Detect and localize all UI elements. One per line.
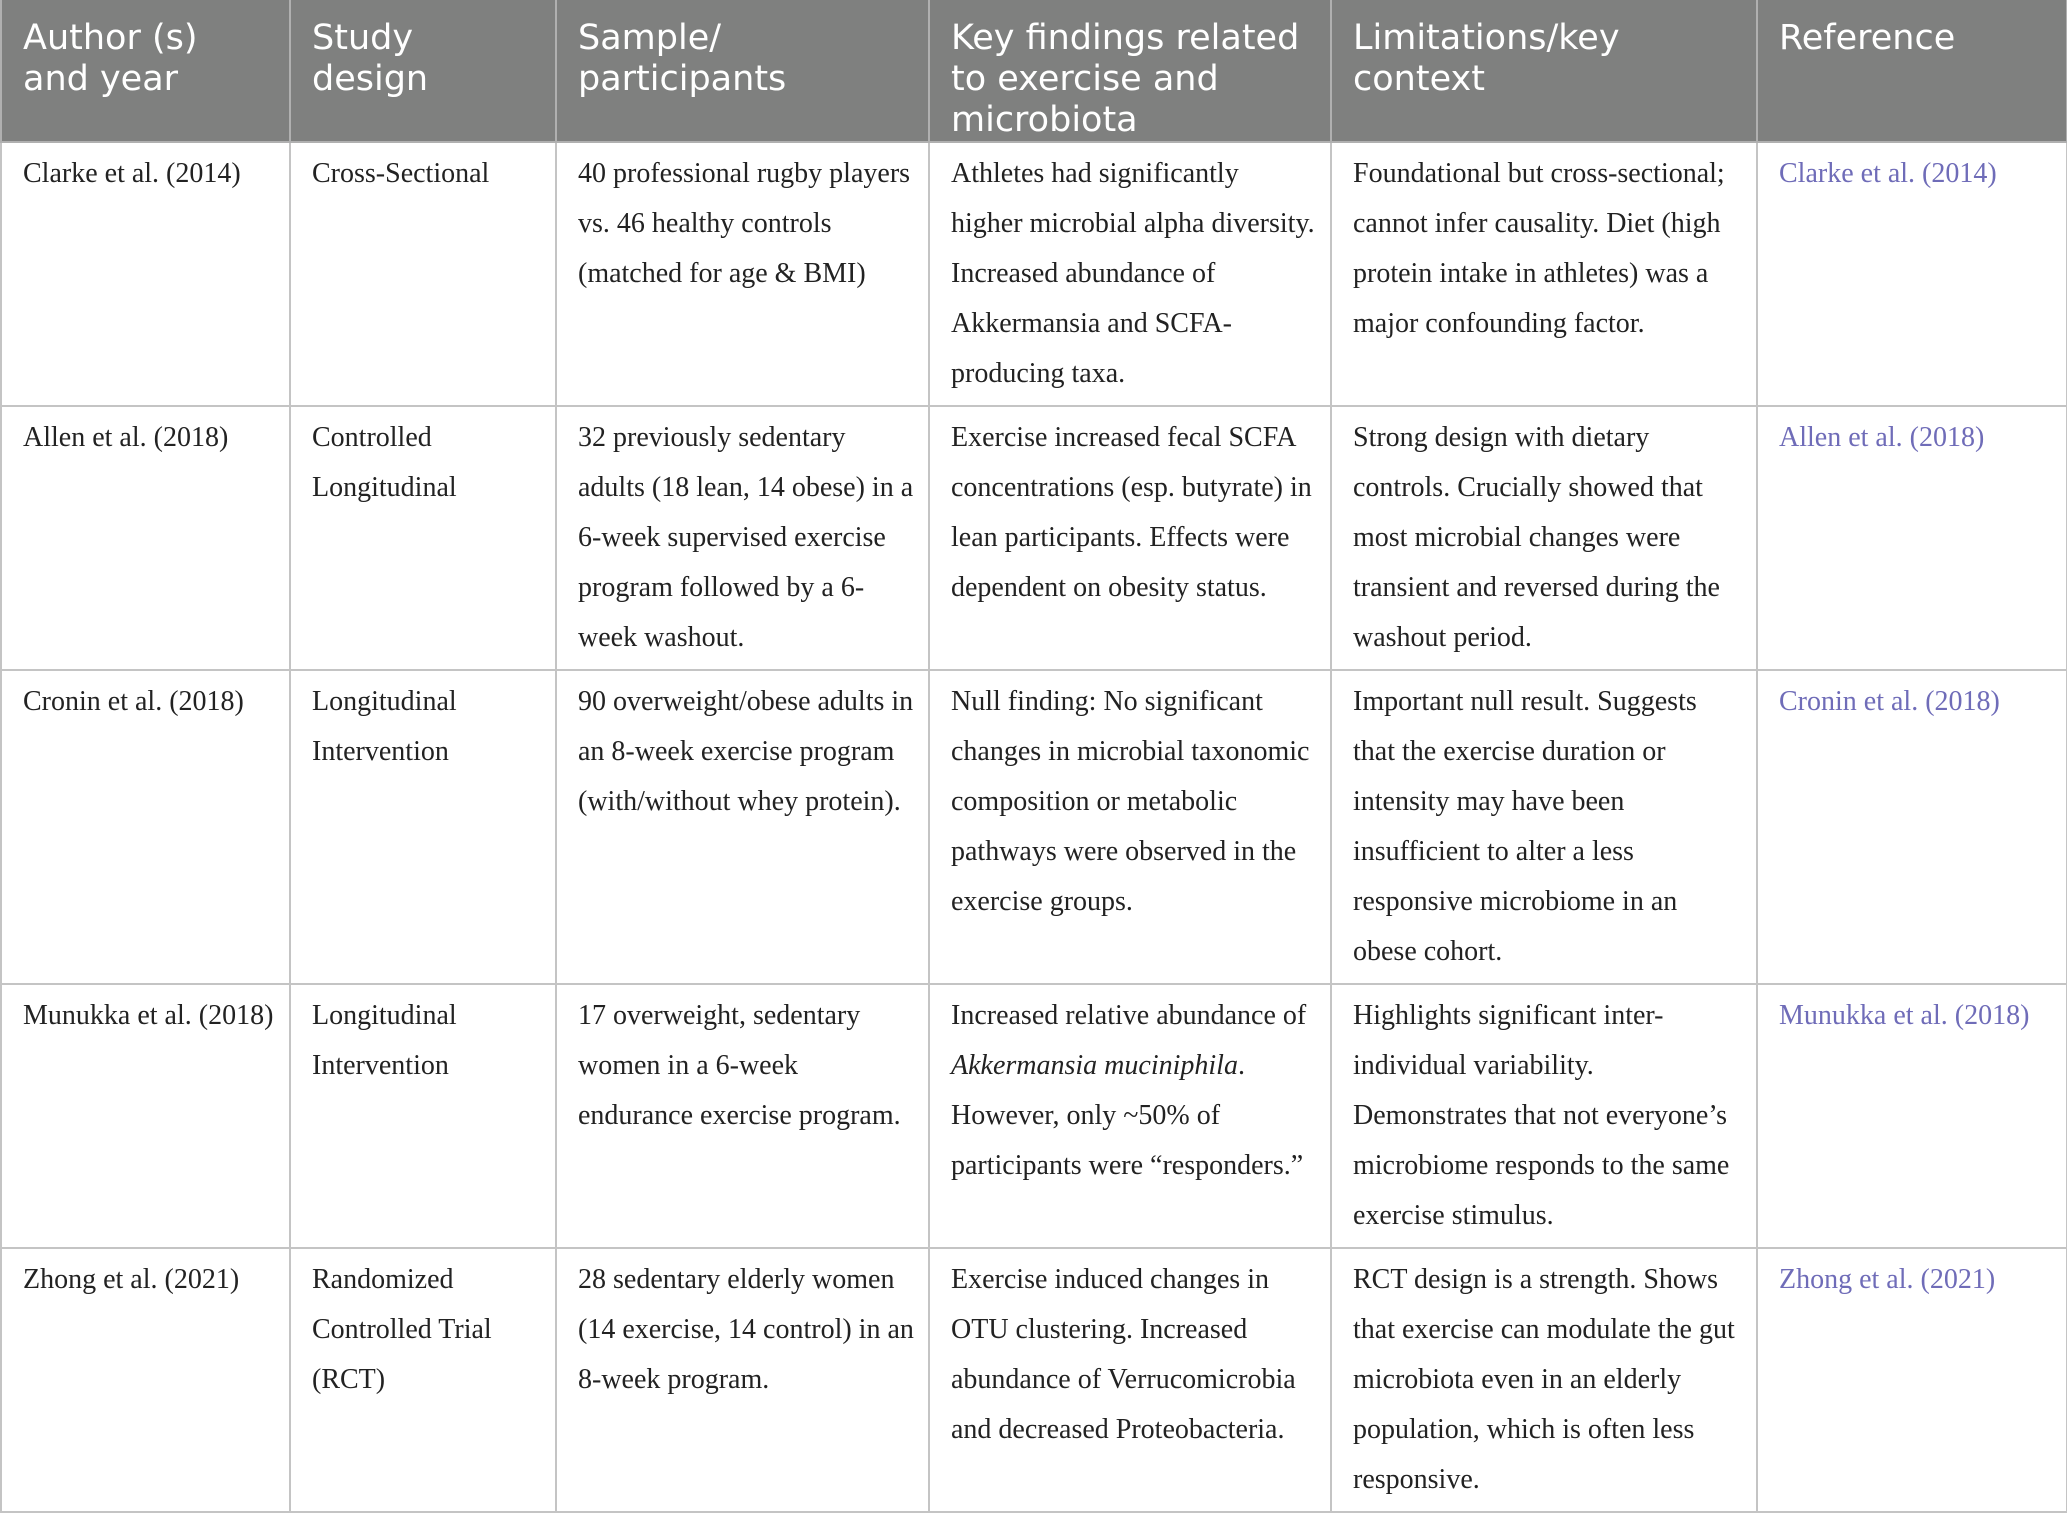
cell-reference: [1757, 142, 2067, 406]
cell-findings: Null finding: No significant changes in microbial taxonomic composition or metabolic pathways were observed in the exercise groups.: [929, 670, 1331, 984]
cell-design: Randomized Controlled Trial (RCT): [290, 1248, 556, 1512]
table-row: [1, 984, 2067, 1248]
cell-findings: [929, 984, 1331, 1248]
reference-link[interactable]: Clarke et al. (2014): [1779, 158, 1997, 189]
table-row: [1, 1248, 2067, 1512]
findings-text: . However, only ~50% of participants were “responders.”: [951, 1050, 1304, 1181]
cell-author: Clarke et al. (2014): [1, 142, 290, 406]
reference-link[interactable]: Cronin et al. (2018): [1779, 686, 2000, 717]
header-author: Author (s) and year: [1, 0, 290, 142]
cell-limitations: Foundational but cross-sectional; cannot infer causality. Diet (high protein intake in athletes) was a major confounding factor.: [1331, 142, 1757, 406]
cell-sample: 17 overweight, sedentary women in a 6-week endurance exercise program.: [556, 984, 929, 1248]
cell-limitations: RCT design is a strength. Shows that exercise can modulate the gut microbiota even in an elderly population, which is often less responsive.: [1331, 1248, 1757, 1512]
cell-author: Munukka et al. (2018): [1, 984, 290, 1248]
table-row: [1, 142, 2067, 406]
reference-link[interactable]: Zhong et al. (2021): [1779, 1264, 1996, 1295]
species-name: Akkermansia muciniphila: [951, 1050, 1238, 1081]
cell-sample: 28 sedentary elderly women (14 exercise, 14 control) in an 8-week program.: [556, 1248, 929, 1512]
cell-findings: Exercise increased fecal SCFA concentrations (esp. butyrate) in lean participants. Effects were dependent on obesity status.: [929, 406, 1331, 670]
cell-limitations: Strong design with dietary controls. Crucially showed that most microbial changes were transient and reversed during the washout period.: [1331, 406, 1757, 670]
cell-sample: 32 previously sedentary adults (18 lean, 14 obese) in a 6-week supervised exercise program followed by a 6-week washout.: [556, 406, 929, 670]
cell-findings: Exercise induced changes in OTU clustering. Increased abundance of Verrucomicrobia and decreased Proteobacteria.: [929, 1248, 1331, 1512]
cell-design: Cross-Sectional: [290, 142, 556, 406]
reference-link[interactable]: Allen et al. (2018): [1779, 422, 1985, 453]
header-reference: Reference: [1757, 0, 2067, 142]
header-design: Study design: [290, 0, 556, 142]
cell-limitations: Important null result. Suggests that the exercise duration or intensity may have been insufficient to alter a less responsive microbiome in an obese cohort.: [1331, 670, 1757, 984]
header-findings: Key findings related to exercise and microbiota: [929, 0, 1331, 142]
cell-design: Longitudinal Intervention: [290, 984, 556, 1248]
header-limitations: Limitations/key context: [1331, 0, 1757, 142]
findings-text: Increased relative abundance of: [951, 1000, 1307, 1031]
table-row: [1, 406, 2067, 670]
cell-reference: [1757, 406, 2067, 670]
cell-sample: 40 professional rugby players vs. 46 healthy controls (matched for age & BMI): [556, 142, 929, 406]
reference-link[interactable]: Munukka et al. (2018): [1779, 1000, 2030, 1031]
cell-author: Zhong et al. (2021): [1, 1248, 290, 1512]
cell-reference: [1757, 984, 2067, 1248]
cell-author: Cronin et al. (2018): [1, 670, 290, 984]
cell-reference: [1757, 1248, 2067, 1512]
table-header-row: [1, 0, 2067, 142]
cell-findings: Athletes had significantly higher microbial alpha diversity. Increased abundance of Akkermansia and SCFA-producing taxa.: [929, 142, 1331, 406]
cell-sample: 90 overweight/obese adults in an 8-week exercise program (with/without whey protein).: [556, 670, 929, 984]
header-sample: Sample/ participants: [556, 0, 929, 142]
cell-reference: [1757, 670, 2067, 984]
table-row: [1, 670, 2067, 984]
cell-design: Controlled Longitudinal: [290, 406, 556, 670]
cell-author: Allen et al. (2018): [1, 406, 290, 670]
cell-limitations: Highlights significant inter-individual variability. Demonstrates that not everyone’s microbiome responds to the same exercise stimulus.: [1331, 984, 1757, 1248]
cell-design: Longitudinal Intervention: [290, 670, 556, 984]
